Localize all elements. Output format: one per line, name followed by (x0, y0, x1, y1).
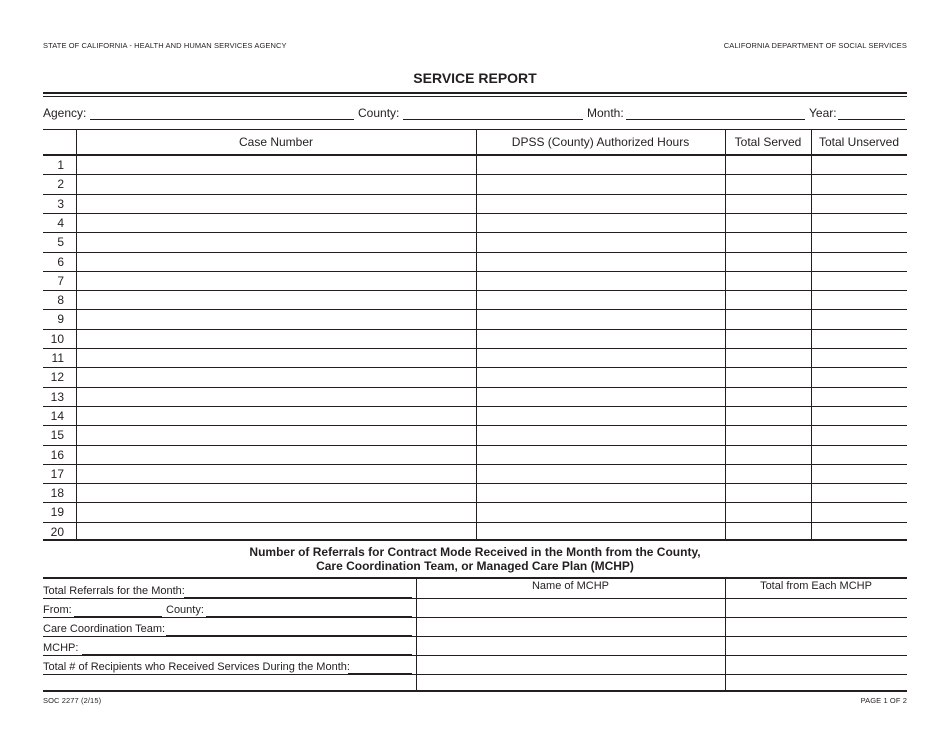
table-cell[interactable] (812, 156, 907, 173)
table-cell[interactable] (726, 291, 811, 308)
table-cell[interactable] (812, 195, 907, 212)
table-cell[interactable] (812, 446, 907, 463)
row-number: 7 (57, 273, 64, 288)
table-cell[interactable] (812, 330, 907, 347)
table-cell[interactable] (477, 368, 725, 385)
table-cell[interactable] (812, 503, 907, 520)
table-cell[interactable] (812, 233, 907, 250)
table-cell[interactable] (77, 330, 476, 347)
recipients-label: Total # of Recipients who Received Services During the Month: (43, 661, 350, 673)
table-cell[interactable] (726, 330, 811, 347)
col-header-total-unserved: Total Unserved (818, 135, 900, 149)
referrals-title-line1: Number of Referrals for Contract Mode Received in the Month from the County, (249, 545, 701, 559)
table-cell[interactable] (477, 523, 725, 540)
col-header-authorized-hours: DPSS (County) Authorized Hours (511, 135, 690, 149)
table-cell[interactable] (726, 310, 811, 327)
col-header-mchp-name: Name of MCHP (531, 580, 610, 592)
page-number: PAGE 1 OF 2 (860, 696, 907, 705)
table-cell[interactable] (812, 175, 907, 192)
table-cell[interactable] (726, 175, 811, 192)
table-cell[interactable] (77, 272, 476, 289)
table-cell[interactable] (726, 503, 811, 520)
col-header-case-number: Case Number (238, 135, 314, 149)
col-header-total-served: Total Served (734, 135, 802, 149)
row-number: 9 (57, 312, 64, 327)
row-number: 14 (50, 408, 64, 423)
agency-label: Agency: (43, 106, 87, 120)
table-cell[interactable] (726, 484, 811, 501)
col-header-mchp-total: Total from Each MCHP (760, 580, 872, 592)
referrals-row-line (43, 617, 907, 618)
table-cell[interactable] (726, 156, 811, 173)
table-cell[interactable] (477, 253, 725, 270)
table-cell[interactable] (77, 503, 476, 520)
table-cell[interactable] (77, 349, 476, 366)
page-title: SERVICE REPORT (413, 70, 537, 86)
care-team-label: Care Coordination Team: (43, 623, 166, 635)
referrals-bottom-line (43, 690, 907, 692)
total-referrals-field[interactable] (184, 597, 412, 598)
table-cell[interactable] (477, 484, 725, 501)
row-number: 2 (57, 177, 64, 192)
table-cell[interactable] (812, 465, 907, 482)
table-cell[interactable] (77, 253, 476, 270)
table-top-line (43, 129, 907, 130)
table-cell[interactable] (726, 368, 811, 385)
referrals-row-line (43, 598, 907, 599)
table-cell[interactable] (726, 407, 811, 424)
table-cell[interactable] (77, 175, 476, 192)
referrals-top-line (43, 577, 907, 579)
table-cell[interactable] (812, 253, 907, 270)
row-number: 10 (50, 331, 64, 346)
table-cell[interactable] (77, 388, 476, 405)
month-label: Month: (587, 106, 624, 120)
table-cell[interactable] (477, 310, 725, 327)
care-team-field[interactable] (166, 635, 412, 636)
row-number: 5 (57, 235, 64, 250)
table-cell[interactable] (477, 272, 725, 289)
table-cell[interactable] (812, 349, 907, 366)
table-cell[interactable] (726, 233, 811, 250)
table-cell[interactable] (77, 368, 476, 385)
table-cell[interactable] (812, 272, 907, 289)
total-referrals-label: Total Referrals for the Month: (43, 585, 185, 597)
table-cell[interactable] (77, 310, 476, 327)
table-cell[interactable] (477, 175, 725, 192)
table-cell[interactable] (477, 349, 725, 366)
referrals-row-line (43, 655, 907, 656)
table-cell[interactable] (477, 503, 725, 520)
form-id: SOC 2277 (2/15) (43, 696, 102, 705)
table-cell[interactable] (726, 349, 811, 366)
table-cell[interactable] (477, 388, 725, 405)
table-cell[interactable] (77, 195, 476, 212)
row-number: 18 (50, 486, 64, 501)
table-cell[interactable] (726, 426, 811, 443)
row-number: 20 (50, 524, 64, 539)
agency-field[interactable] (90, 119, 354, 120)
referrals-row-line (43, 674, 907, 675)
table-cell[interactable] (77, 523, 476, 540)
agency-header-left: STATE OF CALIFORNIA - HEALTH AND HUMAN SERVICES AGENCY (43, 41, 287, 50)
table-cell[interactable] (812, 310, 907, 327)
row-number: 1 (57, 158, 64, 172)
table-cell[interactable] (77, 156, 476, 173)
row-number: 6 (57, 254, 64, 269)
table-cell[interactable] (77, 446, 476, 463)
row-number: 8 (57, 293, 64, 308)
month-field[interactable] (626, 119, 805, 120)
table-cell[interactable] (477, 195, 725, 212)
table-cell[interactable] (77, 426, 476, 443)
table-cell[interactable] (726, 253, 811, 270)
table-cell[interactable] (477, 426, 725, 443)
row-number: 17 (50, 466, 64, 481)
row-number: 4 (57, 215, 64, 230)
from-field[interactable] (74, 616, 162, 617)
table-cell[interactable] (477, 156, 725, 173)
table-cell[interactable] (77, 484, 476, 501)
year-label: Year: (809, 106, 837, 120)
referral-county-label: County: (166, 604, 204, 616)
county-field[interactable] (403, 119, 583, 120)
table-cell[interactable] (812, 388, 907, 405)
referrals-row-line (43, 636, 907, 637)
table-cell[interactable] (77, 214, 476, 231)
row-number: 15 (50, 428, 64, 443)
table-cell[interactable] (812, 523, 907, 540)
mchp-field[interactable] (82, 654, 412, 655)
row-number: 3 (57, 196, 64, 211)
table-cell[interactable] (77, 407, 476, 424)
agency-header-right: CALIFORNIA DEPARTMENT OF SOCIAL SERVICES (723, 41, 907, 50)
table-cell[interactable] (812, 484, 907, 501)
row-number: 12 (50, 370, 64, 385)
table-cell[interactable] (477, 446, 725, 463)
table-cell[interactable] (477, 330, 725, 347)
table-cell[interactable] (726, 465, 811, 482)
referrals-title-line2: Care Coordination Team, or Managed Care Plan (MCHP) (316, 559, 634, 573)
table-cell[interactable] (726, 446, 811, 463)
referral-county-field[interactable] (206, 616, 412, 617)
table-cell[interactable] (812, 426, 907, 443)
table-cell[interactable] (477, 214, 725, 231)
table-cell[interactable] (726, 195, 811, 212)
table-cell[interactable] (477, 465, 725, 482)
recipients-field[interactable] (348, 673, 412, 674)
table-cell[interactable] (812, 407, 907, 424)
table-cell[interactable] (477, 291, 725, 308)
title-rule-thick (43, 92, 907, 94)
table-cell[interactable] (477, 407, 725, 424)
table-cell[interactable] (726, 214, 811, 231)
from-label: From: (43, 604, 72, 616)
year-field[interactable] (838, 119, 905, 120)
row-number: 11 (51, 351, 64, 365)
mchp-label: MCHP: (43, 642, 79, 654)
table-cell[interactable] (812, 291, 907, 308)
table-cell[interactable] (726, 272, 811, 289)
table-cell[interactable] (477, 233, 725, 250)
county-label: County: (358, 106, 400, 120)
table-cell[interactable] (812, 214, 907, 231)
row-number: 16 (50, 447, 64, 462)
table-cell[interactable] (726, 523, 811, 540)
table-cell[interactable] (77, 291, 476, 308)
table-cell[interactable] (77, 465, 476, 482)
table-cell[interactable] (726, 388, 811, 405)
table-cell[interactable] (812, 368, 907, 385)
table-cell[interactable] (77, 233, 476, 250)
row-number: 13 (50, 389, 64, 404)
row-number: 19 (50, 505, 64, 520)
title-rule-thin (43, 96, 907, 97)
